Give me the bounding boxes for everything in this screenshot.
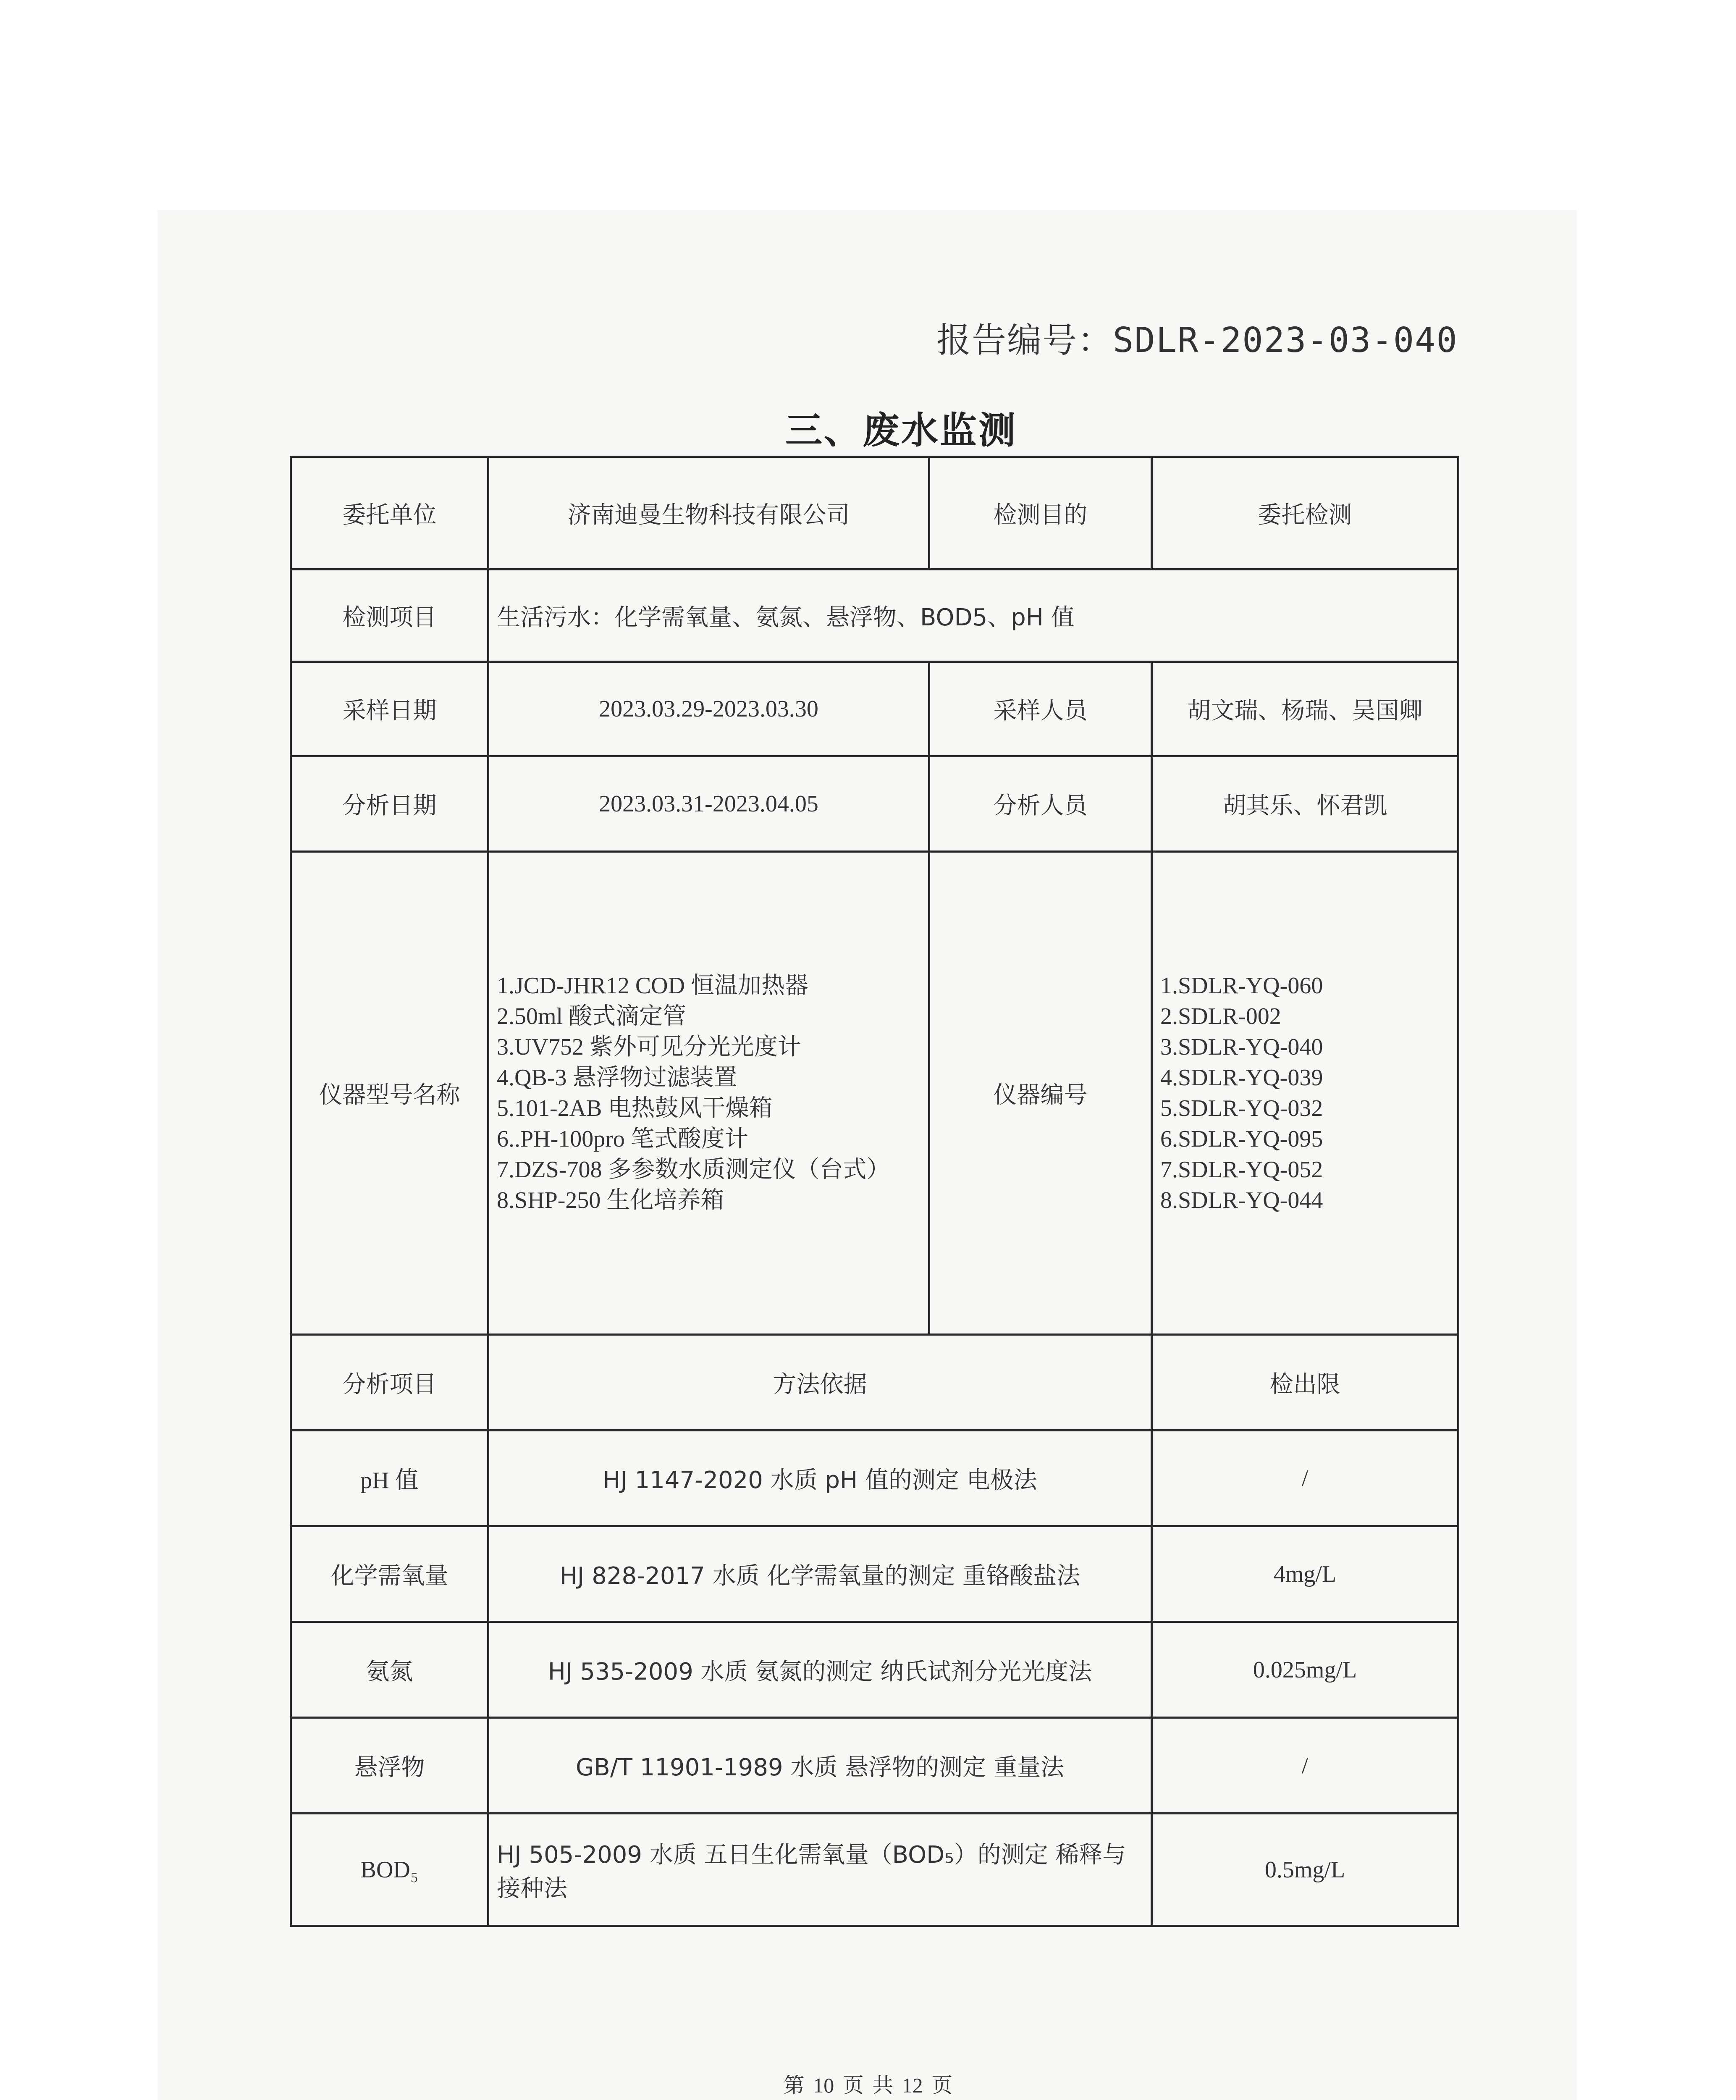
list-item: 5.SDLR-YQ-032 bbox=[1160, 1095, 1323, 1121]
sampler-label: 采样人员 bbox=[929, 662, 1152, 756]
method-basis: HJ 535-2009 水质 氨氮的测定 纳氏试剂分光光度法 bbox=[488, 1622, 1152, 1718]
detection-limit: 0.5mg/L bbox=[1152, 1814, 1458, 1926]
list-item: 1.SDLR-YQ-060 bbox=[1160, 972, 1323, 999]
analysis-date-value: 2023.03.31-2023.04.05 bbox=[488, 756, 929, 852]
table-row bbox=[291, 570, 1458, 662]
client-label: 委托单位 bbox=[291, 457, 488, 570]
list-item: 1.JCD-JHR12 COD 恒温加热器 bbox=[497, 972, 809, 999]
list-item: 3.UV752 紫外可见分光光度计 bbox=[497, 1034, 801, 1060]
method-header-method: 方法依据 bbox=[488, 1335, 1152, 1431]
list-item: 3.SDLR-YQ-040 bbox=[1160, 1034, 1323, 1060]
instrument-list-cell bbox=[488, 852, 929, 1335]
table-row bbox=[291, 756, 1458, 852]
client-value: 济南迪曼生物科技有限公司 bbox=[488, 457, 929, 570]
method-item: 氨氮 bbox=[291, 1622, 488, 1718]
method-header-limit: 检出限 bbox=[1152, 1335, 1458, 1431]
instrument-list bbox=[497, 971, 890, 1216]
instrument-no-list bbox=[1160, 971, 1323, 1216]
sampling-date-label: 采样日期 bbox=[291, 662, 488, 756]
method-basis: GB/T 11901-1989 水质 悬浮物的测定 重量法 bbox=[488, 1718, 1152, 1814]
purpose-value: 委托检测 bbox=[1152, 457, 1458, 570]
instrument-label: 仪器型号名称 bbox=[291, 852, 488, 1335]
list-item: 4.QB-3 悬浮物过滤装置 bbox=[497, 1064, 737, 1091]
report-number: 报告编号：SDLR-2023-03-040 bbox=[936, 320, 1458, 360]
method-item: 化学需氧量 bbox=[291, 1526, 488, 1622]
section-title: 三、废水监测 bbox=[785, 409, 1017, 452]
table-row bbox=[291, 1814, 1458, 1926]
list-item: 2.SDLR-002 bbox=[1160, 1003, 1281, 1029]
list-item: 2.50ml 酸式滴定管 bbox=[497, 1003, 687, 1029]
method-item: BOD₅ bbox=[291, 1814, 488, 1926]
list-item: 6.SDLR-YQ-095 bbox=[1160, 1126, 1323, 1152]
detection-limit: 4mg/L bbox=[1152, 1526, 1458, 1622]
detection-limit: 0.025mg/L bbox=[1152, 1622, 1458, 1718]
list-item: 7.DZS-708 多参数水质测定仪（台式） bbox=[497, 1156, 890, 1183]
table-row bbox=[291, 1622, 1458, 1718]
method-basis: HJ 1147-2020 水质 pH 值的测定 电极法 bbox=[488, 1431, 1152, 1526]
list-item: 4.SDLR-YQ-039 bbox=[1160, 1064, 1323, 1091]
detection-limit: / bbox=[1152, 1431, 1458, 1526]
table-row bbox=[291, 457, 1458, 570]
analysis-date-label: 分析日期 bbox=[291, 756, 488, 852]
list-item: 6..PH-100pro 笔式酸度计 bbox=[497, 1126, 748, 1152]
instrument-no-cell bbox=[1152, 852, 1458, 1335]
analyst-label: 分析人员 bbox=[929, 756, 1152, 852]
items-label: 检测项目 bbox=[291, 570, 488, 662]
table-row bbox=[291, 1526, 1458, 1622]
table-row bbox=[291, 1718, 1458, 1814]
method-header-item: 分析项目 bbox=[291, 1335, 488, 1431]
table-row bbox=[291, 852, 1458, 1335]
page-counter: 第 10 页 共 12 页 bbox=[783, 2074, 953, 2097]
list-item: 5.101-2AB 电热鼓风干燥箱 bbox=[497, 1095, 773, 1121]
table-row bbox=[291, 662, 1458, 756]
sampler-value: 胡文瑞、杨瑞、吴国卿 bbox=[1152, 662, 1458, 756]
table-row bbox=[291, 1335, 1458, 1431]
table-row bbox=[291, 1431, 1458, 1526]
sampling-date-value: 2023.03.29-2023.03.30 bbox=[488, 662, 929, 756]
purpose-label: 检测目的 bbox=[929, 457, 1152, 570]
method-item: pH 值 bbox=[291, 1431, 488, 1526]
list-item: 8.SHP-250 生化培养箱 bbox=[497, 1187, 724, 1213]
method-basis: HJ 505-2009 水质 五日生化需氧量（BOD₅）的测定 稀释与接种法 bbox=[488, 1814, 1152, 1926]
list-item: 8.SDLR-YQ-044 bbox=[1160, 1187, 1323, 1213]
list-item: 7.SDLR-YQ-052 bbox=[1160, 1156, 1323, 1183]
analyst-value: 胡其乐、怀君凯 bbox=[1152, 756, 1458, 852]
instrument-no-label: 仪器编号 bbox=[929, 852, 1152, 1335]
method-item: 悬浮物 bbox=[291, 1718, 488, 1814]
wastewater-monitoring-table bbox=[290, 456, 1459, 1927]
items-value: 生活污水：化学需氧量、氨氮、悬浮物、BOD5、pH 值 bbox=[488, 570, 1458, 662]
detection-limit: / bbox=[1152, 1718, 1458, 1814]
method-basis: HJ 828-2017 水质 化学需氧量的测定 重铬酸盐法 bbox=[488, 1526, 1152, 1622]
